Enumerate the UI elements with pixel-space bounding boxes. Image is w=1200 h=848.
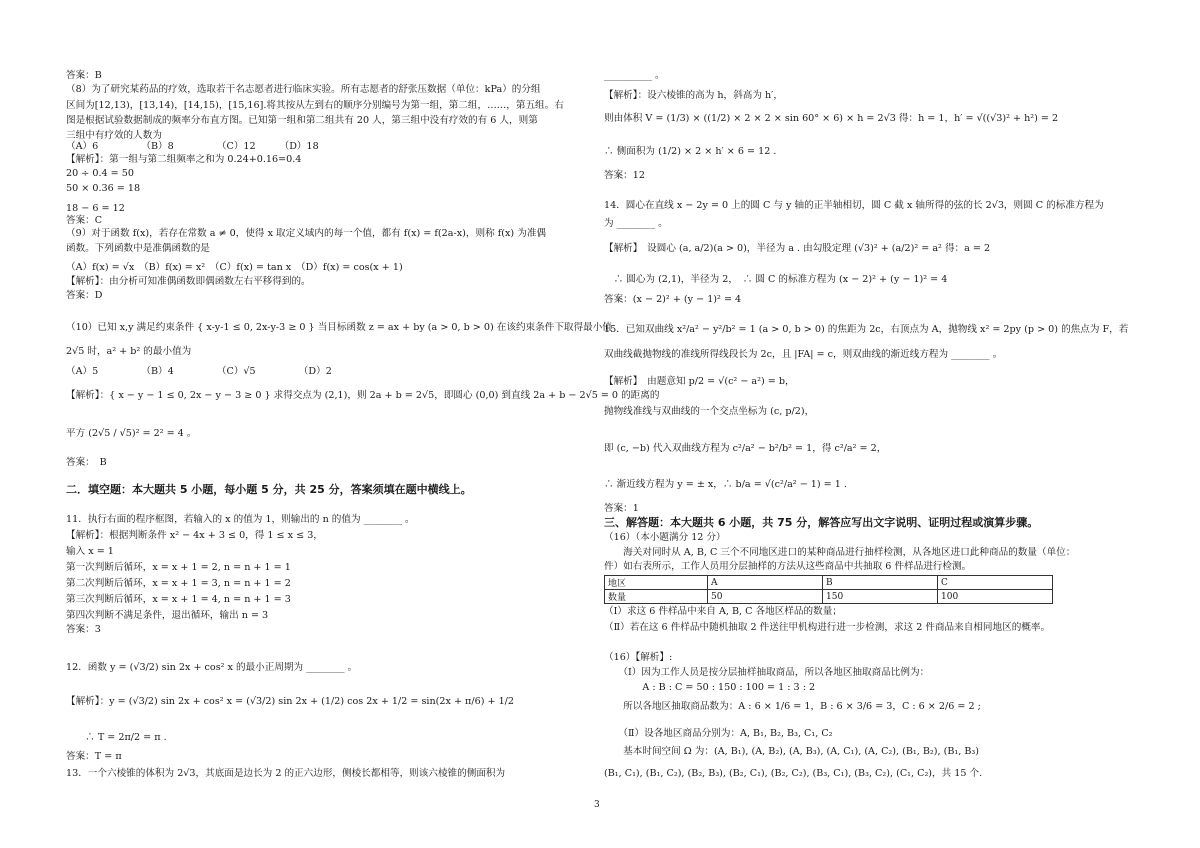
table-cell: 150 — [823, 590, 938, 604]
text-line: 13．一个六棱锥的体积为 2√3，其底面是边长为 2 的正六边形，侧棱长都相等，则该六棱锥的侧面积为 — [66, 768, 506, 779]
text-line: （16）【解析】: — [604, 652, 673, 663]
text-line: 14．圆心在直线 x − 2y = 0 上的圆 C 与 y 轴的正半轴相切，圆 C 截 x 轴所得的弦的长 2√3，则圆 C 的标准方程为 — [604, 200, 1104, 211]
text-line: 抛物线准线与双曲线的一个交点坐标为 (c, p/2)， — [604, 406, 815, 417]
text-line: 15．已知双曲线 x²/a² − y²/b² = 1 (a > 0, b > 0) 的焦距为 2c，右顶点为 A，抛物线 x² = 2py (p > 0) 的焦点为 F，若 — [604, 324, 1129, 335]
text-line: 为 ________ 。 — [604, 218, 668, 229]
text-line: 答案：3 — [66, 624, 101, 635]
text-line: 图是根据试验数据制成的频率分布直方图。已知第一组和第二组共有 20 人，第三组中没有疗效的有 6 人，则第 — [66, 115, 538, 126]
table-row — [605, 590, 1053, 604]
text-line: 【解析】：由分析可知准偶函数即偶函数左右平移得到的。 — [66, 276, 311, 287]
text-line: (B₁, C₁), (B₁, C₂), (B₂, B₃), (B₂, C₁), (B₂, C₂), (B₃, C₁), (B₃, C₂), (C₁, C₂)，共 15 个. — [604, 768, 983, 779]
text-line: （10）已知 x,y 满足约束条件 { x-y-1 ≤ 0, 2x-y-3 ≥ 0 } 当目标函数 z = ax + by (a > 0, b > 0) 在该约束条件下取得最小值 — [66, 322, 612, 333]
text-line: A : B : C = 50 : 150 : 100 = 1 : 3 : 2 — [604, 682, 816, 693]
page-number: 3 — [594, 800, 600, 810]
text-line: 海关对同时从 A, B, C 三个不同地区进口的某种商品进行抽样检测，从各地区进口此种商品的数量（单位： — [604, 547, 1076, 558]
table-cell: 100 — [938, 590, 1053, 604]
table-header-cell: C — [938, 576, 1053, 590]
text-line: 答案： B — [66, 457, 107, 468]
text-line: 即 (c, −b) 代入双曲线方程为 c²/a² − b²/b² = 1，得 c²/a² = 2， — [604, 443, 887, 454]
table-cell: 数量 — [605, 590, 708, 604]
text-line: 答案：(x − 2)² + (y − 1)² = 4 — [604, 294, 742, 305]
table-cell: 50 — [708, 590, 823, 604]
text-line: 答案：B — [66, 70, 102, 81]
text-line: 20 ÷ 0.4 = 50 — [66, 168, 134, 179]
text-line: ∴ T = 2π/2 = π . — [66, 732, 167, 743]
text-line: 12．函数 y = (√3/2) sin 2x + cos² x 的最小正周期为 ________ 。 — [66, 662, 358, 673]
text-line: （8）为了研究某药品的疗效，选取若干名志愿者进行临床实验。所有志愿者的舒张压数据（单位：kPa）的分组 — [66, 84, 541, 95]
text-line: （A）f(x) = √x （B）f(x) = x² （C）f(x) = tan x （D）f(x) = cos(x + 1) — [66, 262, 403, 273]
text-line: 平方 (2√5 / √5)² = 2² = 4 。 — [66, 428, 197, 439]
text-line: 【解析】：y = (√3/2) sin 2x + cos² x = (√3/2) sin 2x + (1/2) cos 2x + 1/2 = sin(2x + π/6) + 1/2 — [66, 696, 515, 707]
quantity-table — [604, 575, 1053, 604]
text-line: 第四次判断不满足条件，退出循环，输出 n = 3 — [66, 610, 269, 621]
text-line: （Ⅰ）求这 6 件样品中来自 A, B, C 各地区样品的数量； — [604, 606, 842, 617]
text-line: 【解析】 由题意知 p/2 = √(c² − a²) = b， — [604, 376, 795, 387]
table-header-cell: B — [823, 576, 938, 590]
text-line: 第二次判断后循环，x = x + 1 = 3, n = n + 1 = 2 — [66, 578, 291, 589]
text-line: 函数。下列函数中是准偶函数的是 — [66, 243, 210, 254]
text-line: 区间为[12,13)，[13,14)，[14,15)，[15,16].将其按从左到右的顺序分别编号为第一组，第二组，……，第五组。右 — [66, 100, 564, 111]
text-line: 11．执行右面的程序框图，若输入的 x 的值为 1，则输出的 n 的值为 ________ 。 — [66, 514, 415, 525]
text-line: ∴ 圆心为 (2,1)，半径为 2， ∴ 圆 C 的标准方程为 (x − 2)² + (y − 1)² = 4 — [604, 274, 948, 285]
text-line: （9）对于函数 f(x)，若存在常数 a ≠ 0，使得 x 取定义域内的每一个值，都有 f(x) = f(2a-x)，则称 f(x) 为准偶 — [66, 228, 547, 239]
text-line: 答案：T = π — [66, 751, 122, 762]
text-line: 件）如右表所示，工作人员用分层抽样的方法从这些商品中共抽取 6 件样品进行检测。 — [604, 561, 972, 572]
table-header-row — [605, 576, 1053, 590]
table-header-cell: 地区 — [605, 576, 708, 590]
text-line: 【解析】：设六棱锥的高为 h，斜高为 h′， — [604, 90, 783, 101]
text-line: ∴ 渐近线方程为 y = ± x，∴ b/a = √(c²/a² − 1) = 1 . — [604, 479, 847, 490]
text-line: 答案：C — [66, 215, 103, 226]
text-line: 2√5 时，a² + b² 的最小值为 — [66, 346, 192, 357]
text-line: 【解析】：{ x − y − 1 ≤ 0, 2x − y − 3 ≥ 0 } 求得交点为 (2,1)，则 2a + b = 2√5，即圆心 (0,0) 到直线 2a + b − 2√5 = 0 的距离的 — [66, 390, 660, 401]
table-header-cell: A — [708, 576, 823, 590]
section-heading: 二．填空题：本大题共 5 小题，每小题 5 分，共 25 分，答案须填在题中横线上。 — [66, 483, 472, 496]
text-line: 【解析】 设圆心 (a, a/2)(a > 0)，半径为 a . 由勾股定理 (√3)² + (a/2)² = a² 得：a = 2 — [604, 243, 991, 254]
section-heading: 三、解答题：本大题共 6 小题，共 75 分，解答应写出文字说明、证明过程或演算步骤。 — [604, 516, 1039, 529]
text-line: （A）5 （B）4 （C）√5 （D）2 — [66, 366, 332, 377]
text-line: （Ⅱ）设各地区商品分别为：A, B₁, B₂, B₃, C₁, C₂ — [604, 728, 833, 739]
text-line: （Ⅱ）若在这 6 件样品中随机抽取 2 件送往甲机构进行进一步检测，求这 2 件商品来自相同地区的概率。 — [604, 622, 1051, 633]
text-line: 基本时间空间 Ω 为：(A, B₁), (A, B₂), (A, B₃), (A, C₁), (A, C₂), (B₁, B₂), (B₁, B₃) — [604, 746, 979, 757]
text-line: 所以各地区抽取商品数为：A : 6 × 1/6 = 1，B : 6 × 3/6 = 3，C : 6 × 2/6 = 2 ; — [604, 701, 981, 712]
text-line: 50 × 0.36 = 18 — [66, 183, 141, 194]
text-line: 第一次判断后循环，x = x + 1 = 2, n = n + 1 = 1 — [66, 562, 291, 573]
text-line: 三组中有疗效的人数为 — [66, 130, 162, 141]
text-line: 答案：1 — [604, 503, 639, 514]
text-line: 则由体积 V = (1/3) × ((1/2) × 2 × 2 × sin 60° × 6) × h = 2√3 得：h = 1，h′ = √((√3)² + h²) = 2 — [604, 113, 1059, 124]
text-line: 输入 x = 1 — [66, 546, 114, 557]
text-line: （16）（本小题满分 12 分） — [604, 532, 726, 543]
text-line: 答案：D — [66, 290, 103, 301]
right-column — [604, 0, 1144, 848]
text-line: （A）6 （B）8 （C）12 （D）18 — [66, 141, 319, 152]
text-line: __________ 。 — [604, 70, 665, 81]
text-line: 【解析】：根据判断条件 x² − 4x + 3 ≤ 0，得 1 ≤ x ≤ 3， — [66, 530, 323, 541]
text-line: （Ⅰ）因为工作人员是按分层抽样抽取商品，所以各地区抽取商品比例为： — [604, 667, 930, 678]
text-line: 【解析】：第一组与第二组频率之和为 0.24+0.16=0.4 — [66, 154, 302, 165]
text-line: 第三次判断后循环，x = x + 1 = 4, n = n + 1 = 3 — [66, 594, 291, 605]
text-line: 双曲线截抛物线的准线所得线段长为 2c，且 |FA| = c，则双曲线的渐近线方程为 ________ 。 — [604, 349, 1003, 360]
text-line: 18 − 6 = 12 — [66, 203, 125, 214]
text-line: ∴ 侧面积为 (1/2) × 2 × h′ × 6 = 12 . — [604, 146, 777, 157]
text-line: 答案：12 — [604, 170, 645, 181]
